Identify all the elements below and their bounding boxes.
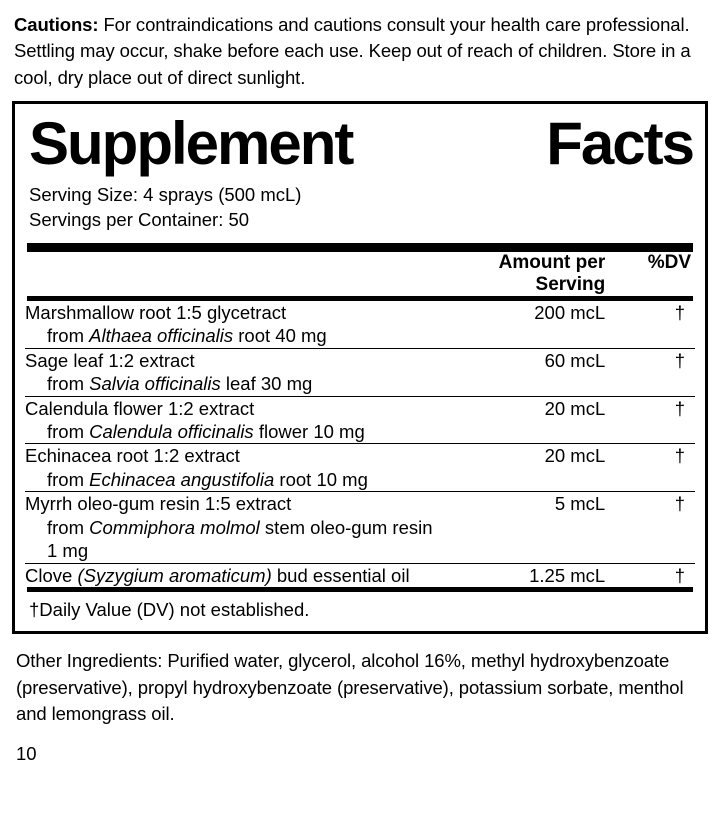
ingredient-name: [25, 349, 447, 396]
supplement-facts-panel: [12, 101, 708, 635]
source-prefix: from: [47, 373, 90, 395]
cautions-label: Cautions:: [14, 14, 99, 35]
ingredient-title: Echinacea root 1:2 extract: [25, 445, 240, 467]
source-suffix: stem oleo-gum resin 1 mg: [47, 516, 433, 562]
cautions-text: For contraindications and cautions consult your health care professional. Settling may occur, shake before each use. Keep out of reach of children. Store in a cool, dry place out of direct sunlight.: [14, 14, 691, 88]
source-prefix: from: [47, 421, 90, 442]
other-ingredients: Other Ingredients: Purified water, glycerol, alcohol 16%, methyl hydroxybenzoate (preservative), propyl hydroxybenzoate (preservative), potassium sorbate, menthol and lemongrass oil.: [16, 650, 684, 724]
serving-info: [25, 175, 695, 236]
ingredient-amount: 1.25 mcL: [529, 564, 606, 586]
source-suffix: leaf 30 mg: [220, 373, 313, 395]
source-suffix: root 10 mg: [274, 468, 368, 490]
source-botanical: Calendula officinalis: [89, 421, 254, 442]
ingredient-dv: †: [674, 349, 685, 371]
source-prefix: from: [47, 468, 90, 490]
facts-header-row: [25, 252, 695, 296]
ingredient-title: Sage leaf 1:2 extract: [25, 349, 195, 371]
ingredient-amount: 60 mcL: [544, 349, 606, 371]
ingredient-source: [25, 420, 447, 443]
source-botanical: Echinacea angustifolia: [89, 468, 275, 490]
ingredients-table: [25, 301, 695, 588]
source-botanical: Althaea officinalis: [89, 325, 234, 347]
facts-table: [25, 252, 695, 296]
ingredient-source: [25, 516, 447, 563]
table-row: [25, 444, 695, 491]
ingredient-dv: †: [674, 564, 685, 586]
source-prefix: from: [47, 325, 90, 347]
ingredient-source: [25, 468, 447, 491]
ingredient-dv: †: [674, 445, 685, 467]
ingredient-name: [25, 564, 447, 587]
title-facts: Facts: [546, 109, 693, 177]
ingredient-name: [25, 492, 447, 562]
ingredient-amount: 200 mcL: [534, 301, 606, 323]
source-suffix: root 40 mg: [233, 325, 327, 347]
source-botanical: Salvia officinalis: [89, 373, 221, 395]
source-prefix: from: [47, 516, 90, 538]
ingredient-amount: 5 mcL: [554, 493, 606, 515]
name-botanical: (Syzygium aromaticum): [77, 564, 272, 586]
page-number: 10: [16, 743, 37, 765]
cautions-paragraph: [14, 12, 708, 91]
table-row: [25, 397, 695, 444]
name-suffix: bud essential oil: [271, 564, 410, 586]
ingredient-title: [25, 565, 410, 586]
ingredient-name: [25, 444, 447, 491]
header-amount-per-serving: Amount per Serving: [498, 251, 606, 295]
ingredient-dv: †: [674, 397, 685, 419]
ingredient-title: Calendula flower 1:2 extract: [25, 397, 255, 419]
ingredient-title: Myrrh oleo-gum resin 1:5 extract: [25, 493, 292, 515]
header-nutrient: [25, 252, 447, 296]
table-row: [25, 492, 695, 562]
ingredient-source: [25, 324, 447, 347]
ingredient-source: [25, 372, 447, 395]
source-suffix: flower 10 mg: [253, 421, 365, 442]
daily-value-footnote: †Daily Value (DV) not established.: [29, 599, 310, 621]
table-row: [25, 564, 695, 587]
ingredient-amount: 20 mcL: [544, 397, 606, 419]
ingredient-dv: †: [674, 493, 685, 515]
ingredient-name: [25, 397, 447, 444]
source-botanical: Commiphora molmol: [89, 516, 260, 538]
title-supplement: Supplement: [29, 109, 353, 177]
ingredient-amount: 20 mcL: [544, 445, 606, 467]
header-percent-dv: %DV: [647, 251, 691, 273]
table-row: [25, 349, 695, 396]
serving-size: Serving Size: 4 sprays (500 mcL): [29, 184, 302, 206]
divider-thick-top: [27, 243, 693, 252]
ingredient-title: Marshmallow root 1:5 glycetract: [25, 301, 287, 323]
name-prefix: Clove: [25, 564, 78, 586]
ingredient-name: [25, 301, 447, 348]
servings-per-container: Servings per Container: 50: [29, 208, 250, 230]
supplement-facts-title: [25, 110, 695, 176]
table-row: [25, 301, 695, 348]
ingredient-dv: †: [674, 301, 685, 323]
